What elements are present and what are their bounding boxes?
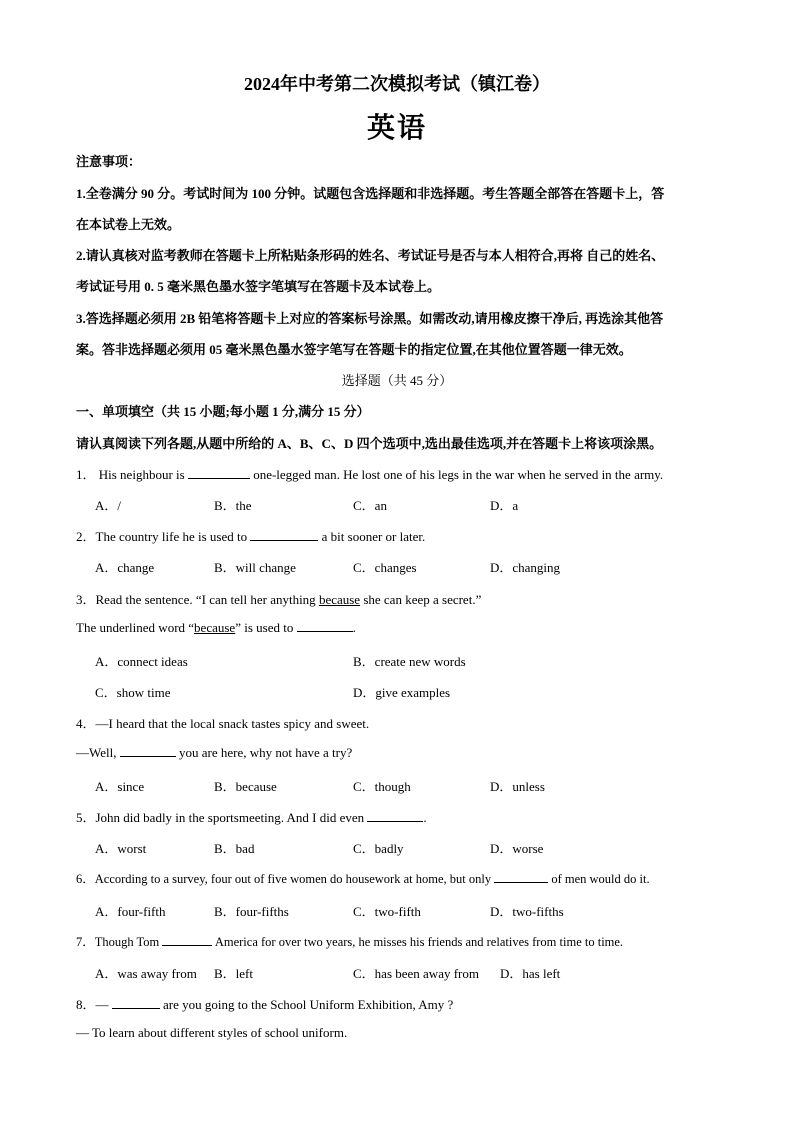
option-a: A．connect ideas [95,654,188,669]
question-text: 2．The country life he is used to [76,529,251,544]
exam-title: 2024年中考第二次模拟考试（镇江卷） [244,74,550,94]
question-text: she can keep a secret.” [360,592,482,607]
option-b: B．left [214,966,253,981]
answer-blank [188,467,250,479]
question-text: 7．Though Tom [76,935,163,949]
question-text: The underlined word “ [76,620,195,635]
option-d: D．a [490,498,519,513]
notice-line: 1.全卷满分 90 分。考试时间为 100 分钟。试题包含选择题和非选择题。考生答题全部答在答题卡上，答 [76,186,665,201]
notice-line: 案。答非选择题必须用 05 毫米黑色墨水签字笔写在答题卡的指定位置,在其他位置答题一律无效。 [76,342,632,357]
underlined-word: because [318,592,361,607]
question-8 [76,994,453,1013]
section-title: 选择题（共 45 分） [341,373,453,388]
option-d: D．two-fifths [490,904,564,919]
question-text: 8．— [76,997,112,1012]
part-title: 一、单项填空（共 15 小题;每小题 1 分,满分 15 分） [76,404,370,419]
question-text: 5．John did badly in the sportsmeeting. And I did even [76,810,368,825]
option-a: A．since [95,779,145,794]
question-text: of men would do it. [548,872,650,886]
option-c: C．though [353,779,411,794]
question-text: . [423,810,427,825]
question-text: —Well, [76,745,120,760]
question-text: 1． His neighbour is [76,467,188,482]
option-d: D．has left [500,966,561,981]
answer-blank [162,934,212,946]
question-text: . [352,620,356,635]
option-b: B．the [214,498,252,513]
question-text: 3．Read the sentence. “I can tell her anything [76,592,319,607]
question-text: are you going to the School Uniform Exhibition, Amy ? [159,997,454,1012]
option-c: C．has been away from [353,966,479,981]
question-text: you are here, why not have a try? [175,745,353,760]
answer-blank [112,997,160,1009]
option-d: D．worse [490,841,544,856]
option-b: B．will change [214,560,296,575]
option-a: A．was away from [95,966,197,981]
question-2 [76,526,425,545]
option-b: B．four-fifths [214,904,289,919]
underlined-word: because [194,620,236,635]
option-d: D．changing [490,560,561,575]
notice-line: 2.请认真核对监考教师在答题卡上所粘贴条形码的姓名、考试证号是否与本人相符合,再将 自己的姓名、 [76,248,665,263]
notice-line: 在本试卷上无效。 [76,217,181,232]
notice-line: 3.答选择题必须用 2B 铅笔将答题卡上对应的答案标号涂黑。如需改动,请用橡皮擦干净后, 再选涂其他答 [76,311,664,326]
question-3-line-2 [76,620,356,636]
question-5 [76,807,427,826]
question-text: ” is used to [235,620,297,635]
option-b: B．because [214,779,277,794]
subject-title: 英语 [366,113,427,144]
option-c: C．badly [353,841,404,856]
question-3 [76,589,481,608]
notice-heading: 注意事项： [76,154,142,169]
option-c: C．show time [95,685,171,700]
option-a: A．worst [95,841,147,856]
option-c: C．changes [353,560,417,575]
option-a: A．change [95,560,155,575]
option-d: D．give examples [353,685,451,700]
answer-blank [367,810,423,822]
question-text: 6．According to a survey, four out of five women do housework at home, but only [76,872,495,886]
option-a: A．four-fifth [95,904,166,919]
option-c: C．two-fifth [353,904,421,919]
question-6 [76,869,650,887]
answer-blank [120,745,176,757]
answer-blank [297,620,353,632]
question-4: 4．—I heard that the local snack tastes spicy and sweet. [76,716,370,731]
question-7 [76,932,623,950]
question-8-line-2: — To learn about different styles of school uniform. [76,1025,348,1040]
part-instruction: 请认真阅读下列各题,从题中所给的 A、B、C、D 四个选项中,选出最佳选项,并在答题卡上将该项涂黑。 [76,436,663,451]
answer-blank [250,529,318,541]
option-a: A．/ [95,498,122,513]
question-text: one-legged man. He lost one of his legs in the war when he served in the army. [249,467,664,482]
question-4-line-2 [76,745,352,761]
question-text: a bit sooner or later. [318,529,426,544]
notice-line: 考试证号用 0. 5 毫米黑色墨水签字笔填写在答题卡及本试卷上。 [76,279,441,294]
option-c: C．an [353,498,387,513]
option-d: D．unless [490,779,545,794]
answer-blank [494,871,548,883]
question-1 [76,464,663,483]
option-b: B．bad [214,841,255,856]
option-b: B．create new words [353,654,466,669]
question-text: America for over two years, he misses his friends and relatives from time to time. [212,935,624,949]
